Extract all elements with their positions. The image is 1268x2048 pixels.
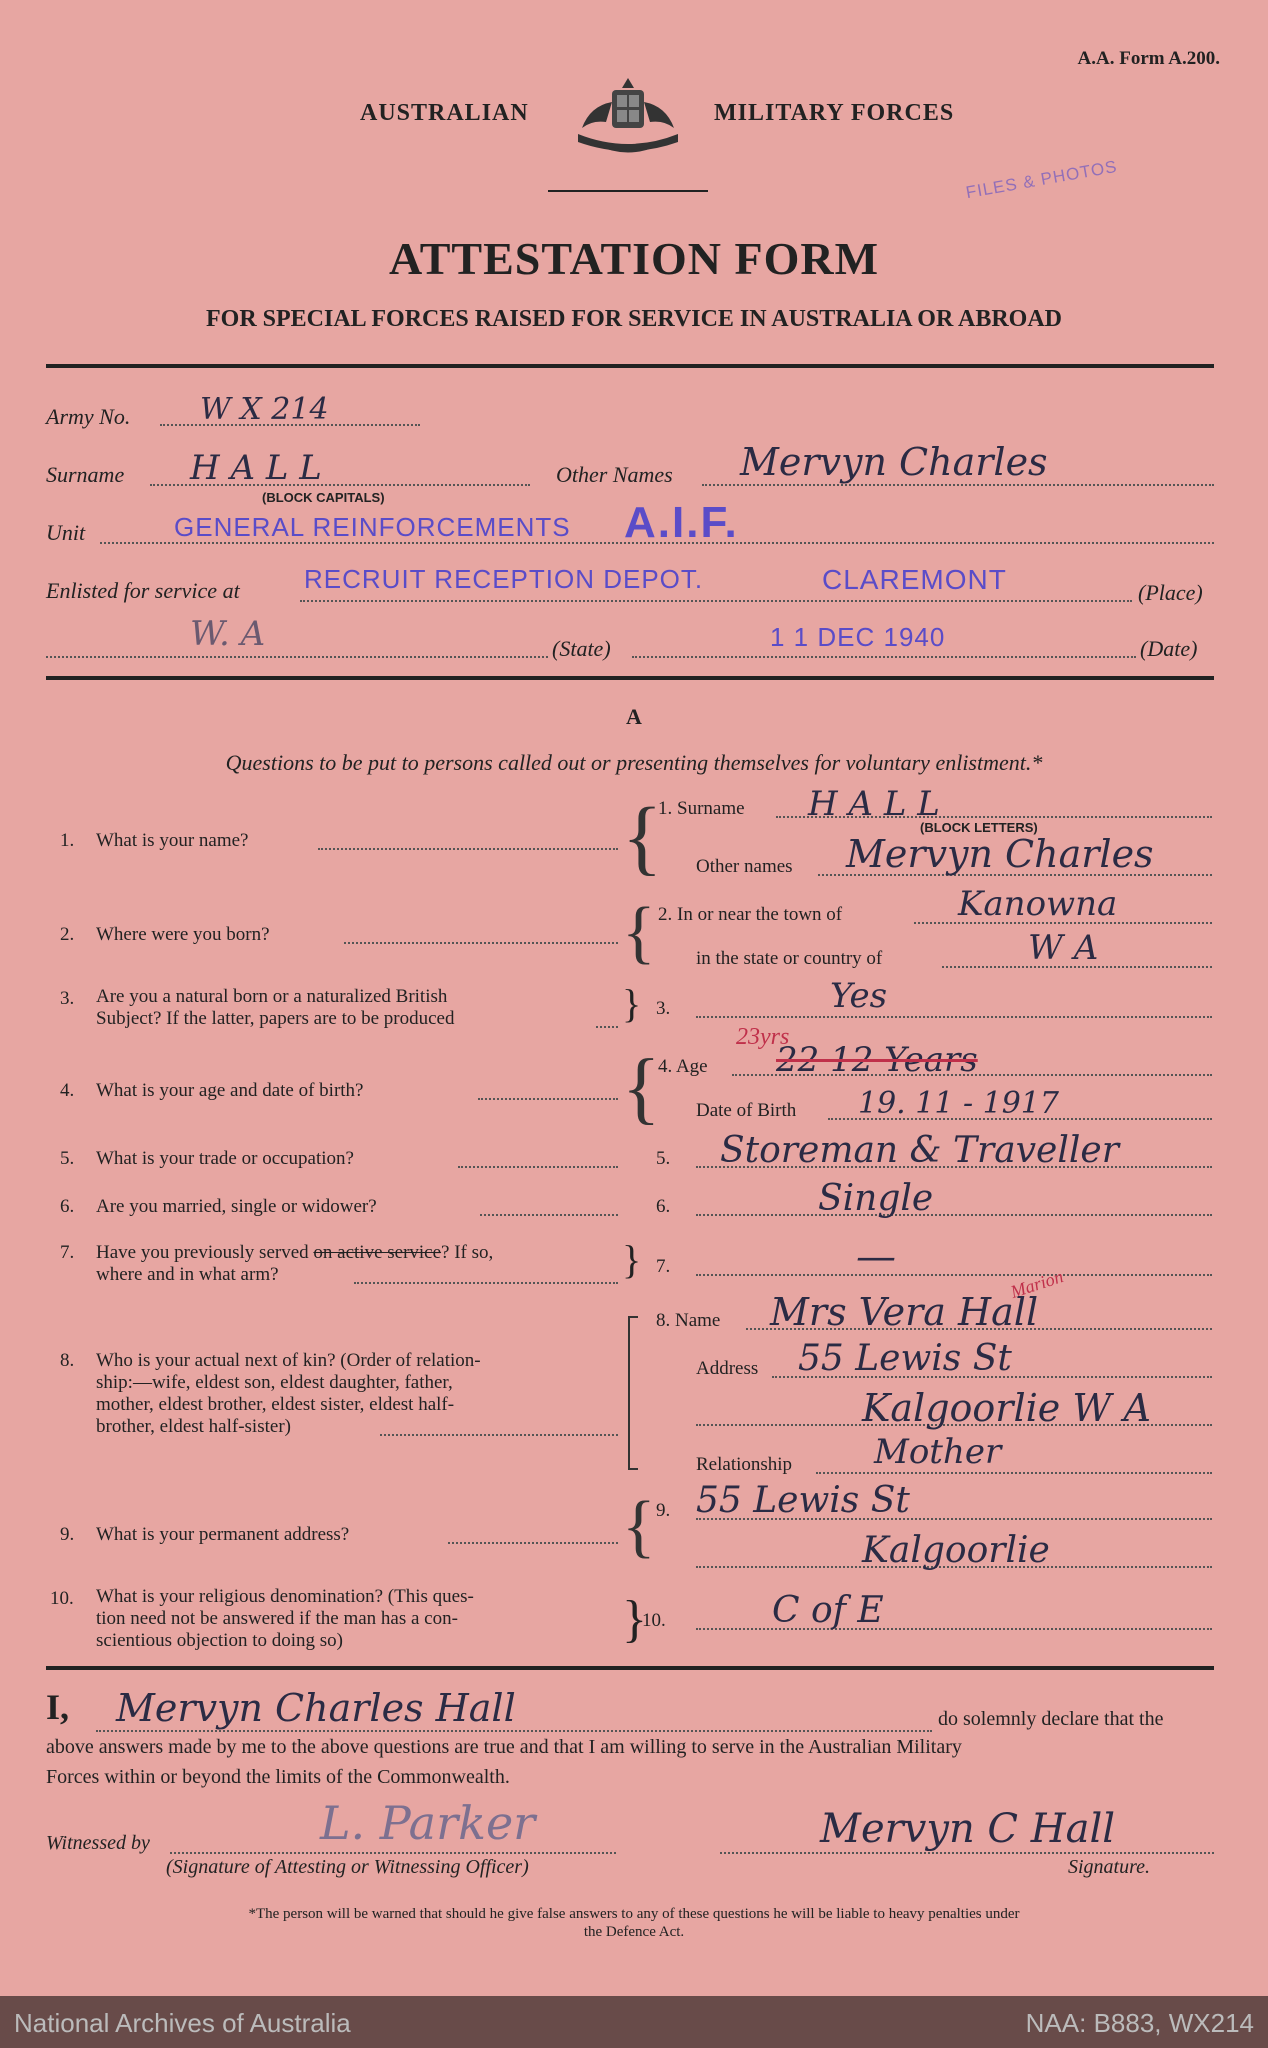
question-leader xyxy=(318,848,618,850)
question-leader xyxy=(458,1166,618,1168)
declaration-top-rule xyxy=(46,1666,1214,1670)
question-text-line: mother, eldest brother, eldest sister, eldest half- xyxy=(96,1394,455,1415)
block-letters-note: (BLOCK LETTERS) xyxy=(920,820,1038,835)
question-text-line: Who is your actual next of kin? (Order of relation- xyxy=(96,1350,481,1371)
question-text: What is your trade or occupation? xyxy=(96,1148,354,1169)
unit-aif-stamp: A.I.F. xyxy=(624,498,739,547)
date-line xyxy=(632,656,1136,658)
depot-stamp: RECRUIT RECEPTION DEPOT. xyxy=(304,564,704,594)
answer-relationship-label: Relationship xyxy=(696,1454,793,1475)
answer-marital-status: Single xyxy=(818,1178,934,1219)
answer-number: 6. xyxy=(656,1196,671,1217)
question-text-line: Are you a natural born or a naturalized British xyxy=(96,986,448,1007)
answer-occupation: Storeman & Traveller xyxy=(720,1130,1119,1171)
unit-label: Unit xyxy=(46,520,86,545)
answer-age-label: 4. Age xyxy=(658,1056,708,1077)
question-number: 6. xyxy=(60,1196,75,1217)
declaration-text-2: above answers made by me to the above questions are true and that I am willing to serve in the Australian Military xyxy=(46,1736,962,1758)
answer-relationship: Mother xyxy=(874,1432,1002,1472)
question-7-text-c: ? If so, xyxy=(441,1242,494,1263)
question-text-line: Subject? If the latter, papers are to be produced xyxy=(96,1008,455,1029)
surname-label: Surname xyxy=(46,462,125,487)
question-text: What is your name? xyxy=(96,830,249,851)
question-number: 8. xyxy=(60,1350,75,1371)
member-signature: Mervyn C Hall xyxy=(820,1806,1116,1852)
answer-number: 9. xyxy=(656,1500,671,1521)
footnote-line-1: *The person will be warned that should he give false answers to any of these questions he will be liable to heavy penalties under xyxy=(248,1906,1020,1922)
question-number: 3. xyxy=(60,988,75,1009)
question-text-line: What is your religious denomination? (This ques- xyxy=(96,1586,474,1607)
answer-kin-address-2: Kalgoorlie W A xyxy=(862,1386,1151,1430)
question-bracket xyxy=(628,1316,638,1470)
question-leader xyxy=(344,942,618,944)
answer-town-label: 2. In or near the town of xyxy=(658,904,843,925)
header-short-rule xyxy=(548,190,708,192)
answer-number: 5. xyxy=(656,1148,671,1169)
enlisted-label: Enlisted for service at xyxy=(46,578,240,603)
answer-previous-service: — xyxy=(856,1234,896,1280)
other-names-value: Mervyn Charles xyxy=(740,440,1048,484)
answer-surname: H A L L xyxy=(808,784,940,824)
date-stamp: 1 1 DEC 1940 xyxy=(770,622,946,652)
officer-signature-label: (Signature of Attesting or Witnessing Officer) xyxy=(166,1856,529,1878)
state-value: W. A xyxy=(190,614,266,654)
question-text: Are you married, single or widower? xyxy=(96,1196,377,1217)
question-number: 4. xyxy=(60,1080,75,1101)
surname-value: H A L L xyxy=(190,448,322,488)
declaration-text-3: Forces within or beyond the limits of the Commonwealth. xyxy=(46,1766,510,1788)
state-label: (State) xyxy=(552,636,611,661)
place-stamp: CLAREMONT xyxy=(822,564,1007,595)
answer-kin-name: Mrs Vera Hall xyxy=(770,1290,1039,1334)
enlisted-line xyxy=(300,600,1132,602)
state-line xyxy=(46,656,548,658)
block-capitals-note: (BLOCK CAPITALS) xyxy=(262,490,385,505)
enlistment-bottom-rule xyxy=(46,676,1214,680)
declaration-i: I, xyxy=(46,1687,70,1727)
other-names-label: Other Names xyxy=(556,462,673,487)
question-brace: { xyxy=(622,1044,661,1132)
question-number: 9. xyxy=(60,1524,75,1545)
answer-number: 7. xyxy=(656,1256,671,1277)
answer-religion: C of E xyxy=(772,1590,884,1631)
question-brace: } xyxy=(622,981,642,1026)
witnessed-by-label: Witnessed by xyxy=(46,1832,150,1854)
answer-line xyxy=(696,1274,1212,1276)
question-text: What is your permanent address? xyxy=(96,1524,350,1545)
question-brace: { xyxy=(622,791,663,884)
answer-kin-name-label: 8. Name xyxy=(656,1310,721,1331)
question-leader xyxy=(478,1098,618,1100)
question-text-line: tion need not be answered if the man has a con- xyxy=(96,1608,458,1629)
member-signature-line xyxy=(720,1852,1214,1854)
army-no-label: Army No. xyxy=(46,404,131,429)
question-brace: { xyxy=(622,894,656,971)
answer-surname-label: 1. Surname xyxy=(658,798,745,819)
question-leader xyxy=(596,1026,618,1028)
answer-permanent-address-2: Kalgoorlie xyxy=(862,1530,1050,1571)
answer-line xyxy=(696,1016,1212,1018)
answer-other-names-label: Other names xyxy=(696,856,793,877)
question-leader xyxy=(380,1434,618,1436)
army-no-value: W X 214 xyxy=(200,392,329,427)
question-text-line xyxy=(96,1242,493,1264)
top-rule xyxy=(46,364,1214,368)
declaration-name-line xyxy=(96,1730,932,1732)
answer-dob: 19. 11 - 1917 xyxy=(858,1086,1059,1121)
question-text: What is your age and date of birth? xyxy=(96,1080,364,1101)
answer-age: 22 12 Years xyxy=(776,1040,978,1080)
question-number: 10. xyxy=(50,1588,74,1609)
answer-number: 3. xyxy=(656,998,671,1019)
section-intro: Questions to be put to persons called out or presenting themselves for voluntary enlistment.* xyxy=(225,750,1043,775)
question-leader xyxy=(480,1214,618,1216)
header-australian: AUSTRALIAN xyxy=(360,100,529,126)
question-7-struck-text: on active service xyxy=(313,1242,442,1263)
form-number: A.A. Form A.200. xyxy=(1077,48,1220,69)
answer-number: 10. xyxy=(642,1610,666,1631)
question-brace: } xyxy=(622,1591,647,1648)
declaration-text-1: do solemnly declare that the xyxy=(938,1708,1164,1730)
answer-line xyxy=(696,1214,1212,1216)
question-text-line: where and in what arm? xyxy=(96,1264,279,1285)
question-brace: { xyxy=(622,1488,656,1565)
date-label: (Date) xyxy=(1140,636,1198,661)
answer-dob-label: Date of Birth xyxy=(696,1100,797,1121)
answer-state: W A xyxy=(1028,928,1099,968)
age-correction: 23yrs xyxy=(736,1024,790,1050)
question-text-line: brother, eldest half-sister) xyxy=(96,1416,291,1437)
files-photos-stamp: FILES & PHOTOS xyxy=(964,156,1119,203)
declaration-name: Mervyn Charles Hall xyxy=(116,1686,516,1730)
place-label: (Place) xyxy=(1138,580,1203,605)
question-number: 1. xyxy=(60,830,75,851)
question-number: 5. xyxy=(60,1148,75,1169)
footnote-line-2: the Defence Act. xyxy=(583,1924,685,1940)
question-text-line: scientious objection to doing so) xyxy=(96,1630,343,1651)
answer-kin-address-1: 55 Lewis St xyxy=(798,1338,1012,1379)
page-title: ATTESTATION FORM xyxy=(388,233,880,284)
answer-permanent-address-1: 55 Lewis St xyxy=(696,1480,910,1521)
archive-reference: NAA: B883, WX214 xyxy=(1025,2008,1254,2038)
question-leader xyxy=(354,1282,618,1284)
answer-town: Kanowna xyxy=(958,884,1118,924)
kin-name-note: Marion xyxy=(1008,1266,1066,1302)
answer-line xyxy=(696,1518,1212,1520)
page-subtitle: FOR SPECIAL FORCES RAISED FOR SERVICE IN AUSTRALIA OR ABROAD xyxy=(206,306,1062,332)
header-military-forces: MILITARY FORCES xyxy=(714,100,955,126)
answer-state-label: in the state or country of xyxy=(696,948,883,969)
section-letter: A xyxy=(626,704,642,729)
archive-name: National Archives of Australia xyxy=(14,2008,351,2038)
coat-of-arms-icon xyxy=(568,72,688,158)
witness-signature-line xyxy=(170,1852,616,1854)
question-7-text-a: Have you previously served xyxy=(96,1242,314,1263)
signature-label: Signature. xyxy=(1068,1856,1151,1878)
answer-other-names: Mervyn Charles xyxy=(846,832,1154,876)
question-number: 2. xyxy=(60,924,75,945)
other-names-line xyxy=(702,484,1214,486)
question-text: Where were you born? xyxy=(96,924,270,945)
question-number: 7. xyxy=(60,1242,75,1263)
witness-signature: L. Parker xyxy=(320,1796,536,1850)
answer-british-subject: Yes xyxy=(830,976,888,1016)
question-leader xyxy=(448,1542,618,1544)
answer-kin-address-label: Address xyxy=(696,1358,759,1379)
answer-line xyxy=(816,1472,1212,1474)
question-text-line: ship:—wife, eldest son, eldest daughter, father, xyxy=(96,1372,453,1393)
unit-stamp: GENERAL REINFORCEMENTS xyxy=(174,512,571,542)
question-brace: } xyxy=(622,1237,642,1282)
